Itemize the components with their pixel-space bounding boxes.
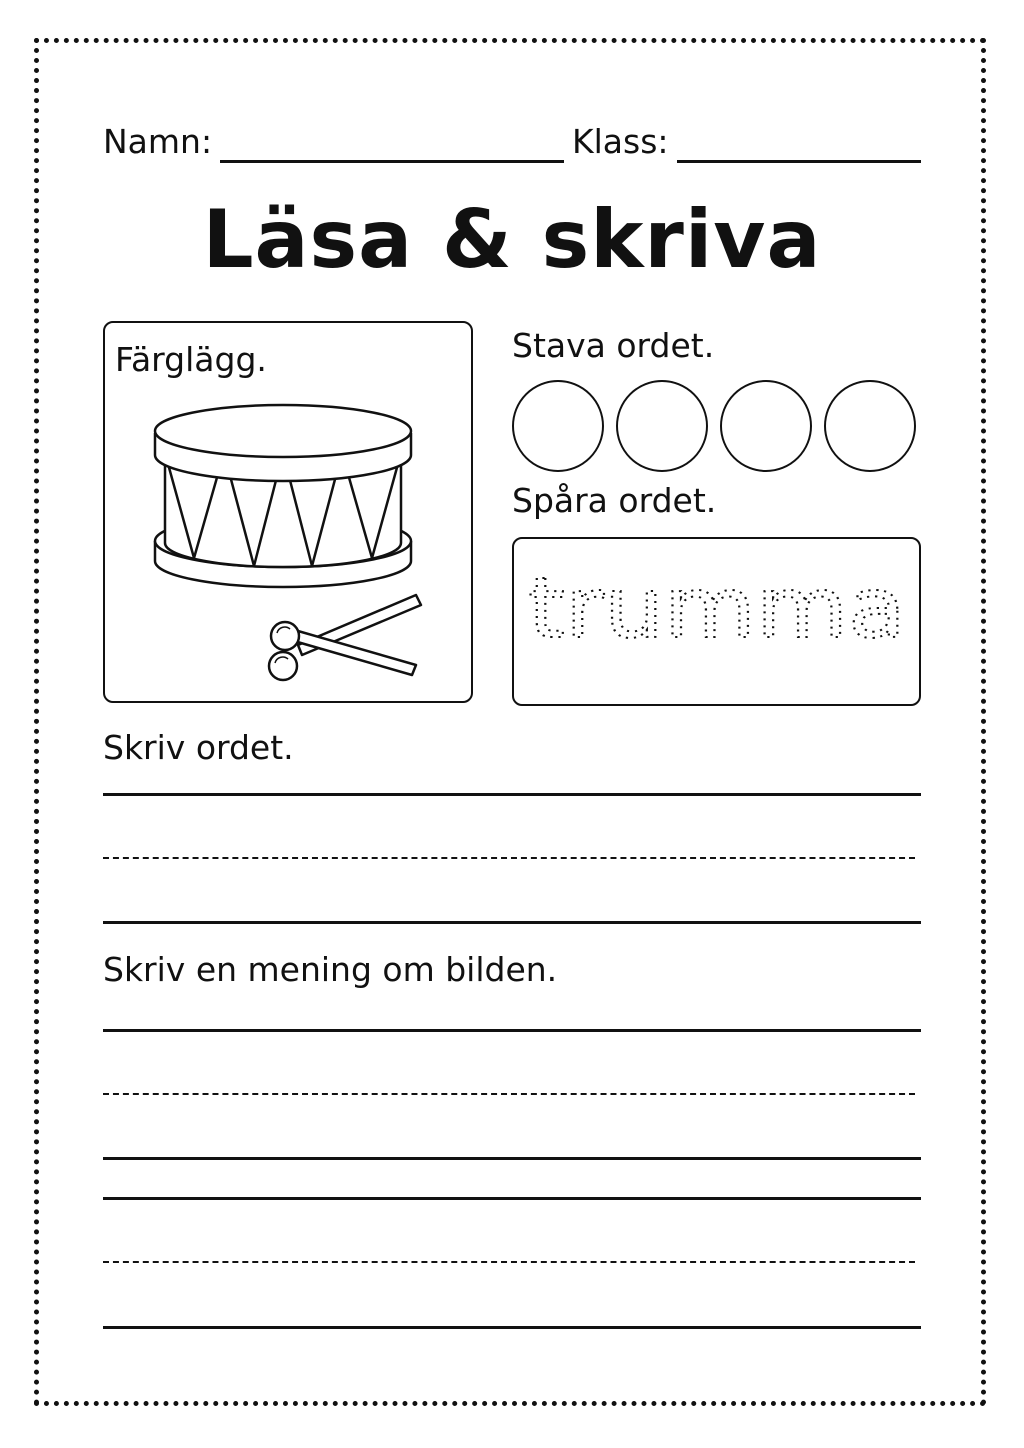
coloring-label: Färglägg. xyxy=(115,340,267,379)
name-label: Namn: xyxy=(103,122,213,161)
class-field-line[interactable] xyxy=(677,160,921,163)
letter-circle-2[interactable] xyxy=(616,380,708,472)
class-label: Klass: xyxy=(572,122,669,161)
sentence-line-2-base[interactable] xyxy=(103,1326,921,1329)
coloring-box xyxy=(103,321,473,703)
letter-circle-4[interactable] xyxy=(824,380,916,472)
trace-label: Spåra ordet. xyxy=(512,481,717,520)
sentence-line-1-mid xyxy=(103,1093,915,1095)
trace-word-text: trumma xyxy=(528,559,906,657)
sentence-line-2-top[interactable] xyxy=(103,1197,921,1200)
letter-circle-3[interactable] xyxy=(720,380,812,472)
trace-word xyxy=(514,539,918,703)
write-word-top-line[interactable] xyxy=(103,793,921,796)
sentence-line-1-base[interactable] xyxy=(103,1157,921,1160)
page-title: Läsa & skriva xyxy=(202,193,822,286)
sentence-line-1-top[interactable] xyxy=(103,1029,921,1032)
sentence-line-2-mid xyxy=(103,1261,915,1263)
name-field-line[interactable] xyxy=(220,160,564,163)
write-word-base-line[interactable] xyxy=(103,921,921,924)
write-word-label: Skriv ordet. xyxy=(103,728,294,767)
drum-icon xyxy=(140,383,460,688)
trace-box[interactable] xyxy=(512,537,921,706)
write-word-mid-line xyxy=(103,857,915,859)
letter-circle-1[interactable] xyxy=(512,380,604,472)
spell-label: Stava ordet. xyxy=(512,326,715,365)
sentence-label: Skriv en mening om bilden. xyxy=(103,950,558,989)
